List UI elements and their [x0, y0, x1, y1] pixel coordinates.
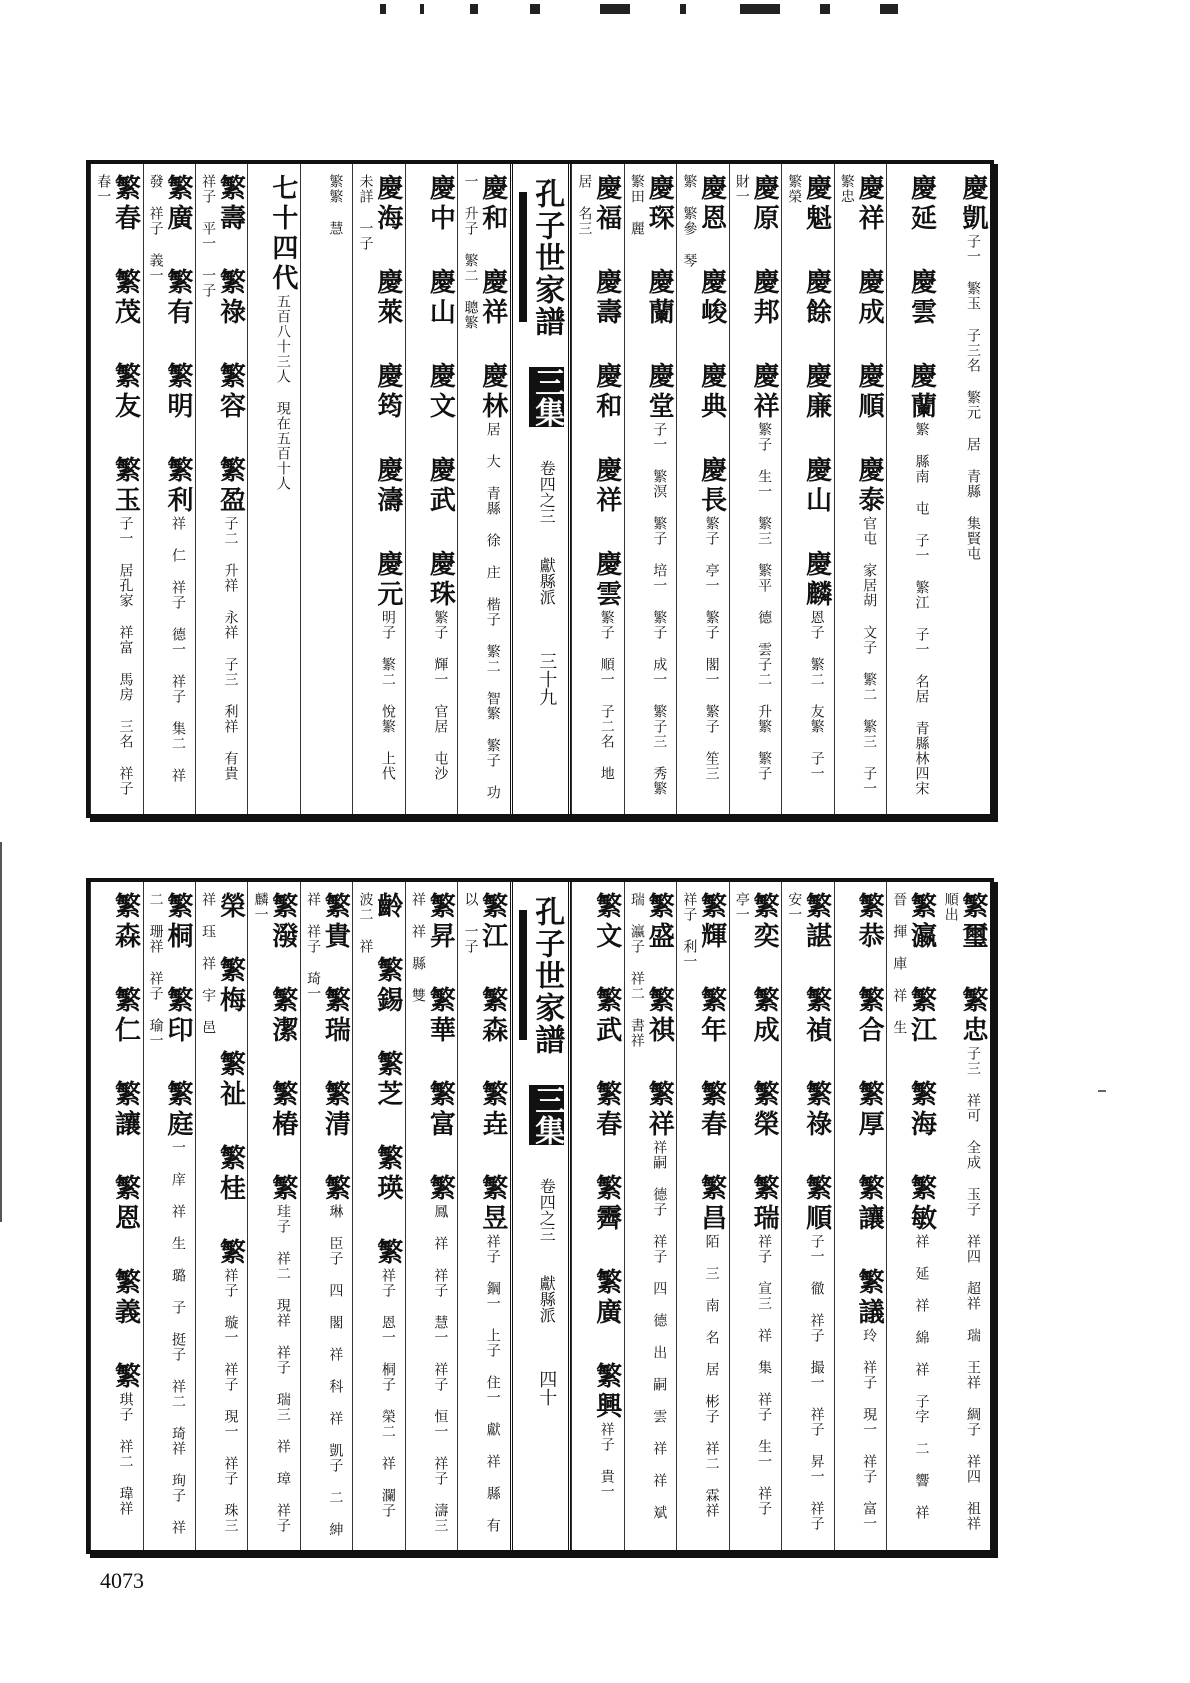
genealogy-column: 榮 繁梅 繁祉 繁桂 繁祥子 璇一 祥子 現一 祥子 珠三 祥 珏 祥 宇 邑 [195, 882, 247, 1550]
genealogy-column: 慶原 慶邦 慶祥繁子 生一 繁三 繁平 德 雲子二 升繁 繁子 財一 [729, 164, 781, 814]
genealogy-column: 繁廣 繁有 繁明 繁利祥 仁 祥子 德一 祥子 集二 祥 發 祥子 義一 [143, 164, 195, 814]
genealogy-column: 慶凱子一 繁玉 子三名 繁元 居 青縣 集賢屯 [958, 174, 988, 561]
branch-label: 獻縣派 [537, 1275, 557, 1323]
top-scan-artifacts [380, 4, 940, 18]
branch-label: 獻縣派 [537, 557, 557, 605]
genealogy-column: 繁潑 繁潔 繁椿 繁珪子 祥二 現祥 祥子 瑞三 祥 璋 祥子 麟一 [247, 882, 299, 1550]
genealogy-column: 慶和 慶祥 慶林居 大 青縣 徐 庄 楷子 繁二 智繁 繁子 功一 升子 繁二 聰繁 [457, 164, 509, 814]
genealogy-column: 繁輝 繁年 繁春 繁昌陌 三 南 名 居 彬子 祥二 霖祥 祥子 利一 [676, 882, 728, 1550]
volume-label: 卷四之三 [537, 460, 557, 524]
genealogy-column: 繁瀛 繁江 繁海 繁敏祥 延 祥 綿 祥 子字 二 響 祥 晉 揮 庫 祥 生 [886, 882, 938, 1550]
genealogy-column: 慶琛 慶蘭 慶堂子一 繁溟 繁子 培一 繁子 成一 繁子三 秀繁 繁田 麗 [624, 164, 676, 814]
genealogy-column: 慶魁 慶餘 慶廉 慶山 慶麟恩子 繁二 友繁 子一 繁榮 [781, 164, 833, 814]
collection-label: 三集 [529, 367, 565, 427]
genealogy-column: 繁文 繁武 繁春 繁霽 繁廣 繁興祥子 貴一 [571, 882, 623, 1550]
book-spine-center [510, 164, 571, 814]
genealogy-column: 繁春 繁茂 繁友 繁玉子一 居孔家 祥富 馬房 三名 祥子 春一 [90, 164, 142, 814]
leaf-number: 四十 [536, 1370, 558, 1406]
leaf-number: 三十九 [536, 652, 558, 706]
generation-heading-column: 七十四代五百八十三人 現在五百十人 [247, 164, 299, 814]
genealogy-column: 慶福 慶壽 慶和 慶祥 慶雲繁子 順一 子二名 地 居 名三 [571, 164, 623, 814]
genealogy-column: 繁江 繁森 繁垚 繁昱祥子 鋼一 上子 住一 獻 祥 縣 有 以 一子 [457, 882, 509, 1550]
page-number: 4073 [100, 1568, 144, 1593]
genealogy-column: 慶海 慶萊 慶筠 慶濤 慶元明子 繁二 悅繁 上代 未詳 一子 [352, 164, 404, 814]
genealogy-column: 繁昇 繁華 繁富 繁鳳 祥 祥子 慧一 祥子 恒一 祥子 濤三 祥 祥 縣 雙 [405, 882, 457, 1550]
genealogy-column: 繁貴 繁瑞 繁清 繁琳 臣子 四 閣 祥 科 祥 凱子 二 紳 祥 祥子 琦一 [300, 882, 352, 1550]
spine-bar [519, 192, 527, 322]
genealogy-column: 慶恩 慶峻 慶典 慶長繁子 亭一 繁子 閣一 繁子 笙三 繁 繁參 琴 [676, 164, 728, 814]
spine-bar [519, 910, 527, 1040]
genealogy-column: 繁璽 繁忠子三 祥可 全成 玉子 祥四 超祥 瑞 王祥 綢子 祥四 祖祥 順出 [942, 892, 988, 1531]
collection-label: 三集 [529, 1085, 565, 1145]
volume-label: 卷四之三 [537, 1178, 557, 1242]
genealogy-column: 慶延 慶雲 慶蘭繁 縣南 屯 子一 繁江 子一 名居 青縣林四宋 [886, 164, 938, 814]
margin-mark [1098, 1090, 1106, 1092]
genealogy-column: 繁桐 繁印 繁庭一 庠 祥 生 璐 子 挺子 祥二 琦祥 珣子 祥二 珊祥 祥子 瑜一 [143, 882, 195, 1550]
genealogy-column: 繁森 繁仁 繁讓 繁恩 繁義 繁琪子 祥二 瑋祥 [90, 882, 142, 1550]
left-edge-rule [0, 842, 2, 1222]
bottom-genealogy-panel [86, 878, 994, 1554]
genealogy-column: 慶中 慶山 慶文 慶武 慶珠繁子 輝一 官居 屯沙 [405, 164, 457, 814]
top-genealogy-panel [86, 160, 994, 818]
genealogy-column: 繁繁 慧 [300, 164, 352, 814]
genealogy-column: 繁盛 繁祺 繁祥祥嗣 德子 祥子 四 德 出 嗣 雲 祥 祥 斌 瑞 瀛子 祥二 書祥 [624, 882, 676, 1550]
genealogy-column: 繁恭 繁合 繁厚 繁讓 繁議玲 祥子 現一 祥子 富一 [834, 882, 886, 1550]
genealogy-column: 繁奕 繁成 繁榮 繁瑞祥子 宣三 祥 集 祥子 生一 祥子 亭一 [729, 882, 781, 1550]
genealogy-column: 齡 繁錫 繁芝 繁瑛 繁祥子 恩一 桐子 榮二 祥 瀾子 波二 祥 [352, 882, 404, 1550]
genealogy-column: 慶祥 慶成 慶順 慶泰官屯 家居胡 文子 繁二 繁三 子一 繁忠 [834, 164, 886, 814]
genealogy-column: 繁諶 繁禎 繁祿 繁順子一 徹 祥子 撮一 祥子 昇一 祥子 安一 [781, 882, 833, 1550]
book-title: 孔子世家譜 [529, 896, 565, 1056]
book-spine-center [510, 882, 571, 1550]
genealogy-column: 繁壽 繁祿 繁容 繁盈子二 升祥 永祥 子三 利祥 有貴 祥子 平一 一子 [195, 164, 247, 814]
book-title: 孔子世家譜 [529, 178, 565, 338]
